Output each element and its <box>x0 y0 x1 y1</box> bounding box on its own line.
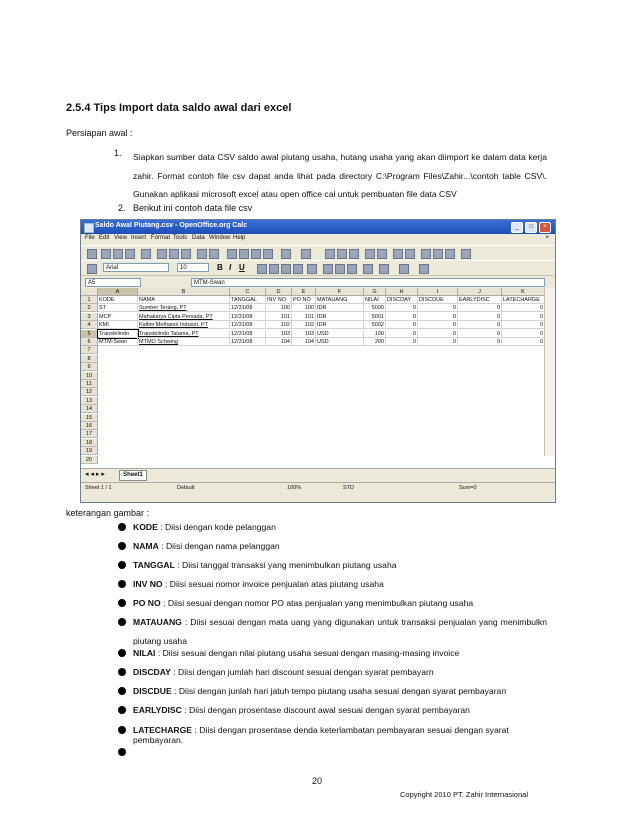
sheet-cell[interactable]: NILAI <box>364 296 386 304</box>
sheet-cell[interactable]: 0 <box>386 304 418 312</box>
sheet-cell[interactable]: USD <box>316 330 364 338</box>
sheet-cell[interactable]: 0 <box>418 338 458 346</box>
sheet-tab-sheet1[interactable]: Sheet1 <box>119 470 147 481</box>
sheet-cell[interactable]: 5002 <box>364 321 386 329</box>
sheet-cell[interactable]: KMI <box>98 321 138 329</box>
sort-desc-icon[interactable] <box>349 249 359 259</box>
note-desc: : Diisi sesuai dengan mata uang yang digunakan untuk transaksi penjualan yang menimbulkn piutang usaha <box>133 617 547 646</box>
sheet-cell[interactable]: KODE <box>98 296 138 304</box>
pdf-icon[interactable] <box>157 249 167 259</box>
row-header[interactable]: 6 <box>81 338 98 346</box>
help-icon[interactable] <box>461 249 471 259</box>
note-item <box>133 648 547 658</box>
row-header[interactable]: 15 <box>81 414 98 422</box>
sheet-cell[interactable]: 12/31/08 <box>230 338 266 346</box>
sheet-cell[interactable]: 12/31/08 <box>230 330 266 338</box>
name-box[interactable]: A5 <box>85 278 141 287</box>
pivot-icon[interactable] <box>377 249 387 259</box>
navigator-icon[interactable] <box>405 249 415 259</box>
sheet-cell[interactable]: 0 <box>458 321 502 329</box>
sheet-cell[interactable]: TANGGAL <box>230 296 266 304</box>
status-mode[interactable]: STD <box>343 485 354 491</box>
datasource-icon[interactable] <box>433 249 443 259</box>
window-title: Saldo Awal Piutang.csv - OpenOffice.org Calc <box>95 222 248 229</box>
font-name-box[interactable]: Arial <box>103 263 169 272</box>
note-desc: : Diisi sesuai dengan nilai piutang usaha sesuai dengan masing-masing invoice <box>155 648 460 658</box>
bold-icon[interactable]: B <box>217 263 223 272</box>
maximize-icon[interactable]: □ <box>525 222 537 233</box>
bullet-icon <box>118 599 126 607</box>
vertical-scrollbar[interactable] <box>544 288 555 456</box>
cut-icon[interactable] <box>227 249 237 259</box>
menu-bar <box>81 234 555 244</box>
background-color-icon[interactable] <box>399 264 409 274</box>
sheet-cell[interactable]: 5000 <box>364 304 386 312</box>
font-color-icon[interactable] <box>419 264 429 274</box>
currency-icon[interactable] <box>323 264 333 274</box>
select-all-corner[interactable] <box>81 288 98 296</box>
step-1-text: Siapkan sumber data CSV saldo awal piutang usaha, hutang usaha yang akan diimport ke dalam data kerja zahir. Format contoh file csv dapat anda lihat pada directory C:\Program Files\Zahir...\contoh table CSV\. Gunakan aplikasi microsoft excel atau open office cal untuk pembuatan file data CSV <box>133 152 547 199</box>
sheet-cell[interactable]: 12/31/08 <box>230 321 266 329</box>
row-header[interactable]: 9 <box>81 363 98 371</box>
note-term: PO NO <box>133 598 161 608</box>
justify-icon[interactable] <box>293 264 303 274</box>
sheet-cell[interactable]: Mahakarya Cipta Persada, PT <box>138 313 230 321</box>
col-header-c[interactable]: C <box>230 288 266 296</box>
sheet-cell[interactable]: 0 <box>386 313 418 321</box>
sheet-cell[interactable]: LATECHARGE <box>502 296 545 304</box>
row-header[interactable]: 13 <box>81 397 98 405</box>
row-header[interactable]: 19 <box>81 447 98 455</box>
note-desc: : Diisi sesuai dengan nomor PO atas penjualan yang menimbulkan piutang usaha <box>160 598 474 608</box>
note-term: TANGGAL <box>133 560 175 570</box>
bullet-icon <box>118 542 126 550</box>
zoom-icon[interactable] <box>445 249 455 259</box>
preview-icon[interactable] <box>181 249 191 259</box>
menu-format[interactable]: Format <box>151 235 171 241</box>
sheet-cell[interactable]: 0 <box>458 338 502 346</box>
col-header-a[interactable]: A <box>98 288 138 296</box>
sheet-cell[interactable]: 100 <box>364 330 386 338</box>
note-desc: : Diisi sesuai nomor invoice penjualan atas piutang usaha <box>162 579 384 589</box>
gallery-icon[interactable] <box>421 249 431 259</box>
sheet-cell[interactable]: 102 <box>292 321 316 329</box>
find-icon[interactable] <box>393 249 403 259</box>
row-header[interactable]: 11 <box>81 380 98 388</box>
sheet-cell[interactable]: USD <box>316 338 364 346</box>
sheet-cell[interactable]: 0 <box>418 313 458 321</box>
spellcheck-icon[interactable] <box>197 249 207 259</box>
sheet-cell[interactable]: INV NO <box>266 296 292 304</box>
sheet-cell[interactable]: 5001 <box>364 313 386 321</box>
borders-icon[interactable] <box>379 264 389 274</box>
email-icon[interactable] <box>125 249 135 259</box>
row-header[interactable]: 12 <box>81 388 98 396</box>
sheet-cell[interactable]: 101 <box>292 313 316 321</box>
redo-icon[interactable] <box>301 249 311 259</box>
note-item <box>133 522 547 532</box>
font-size-box[interactable]: 10 <box>177 263 209 272</box>
document-close-icon[interactable]: × <box>545 235 549 241</box>
bullet-icon <box>118 706 126 714</box>
underline-icon[interactable]: U <box>239 263 245 272</box>
note-term: KODE <box>133 522 158 532</box>
sheet-cell[interactable]: 0 <box>502 330 545 338</box>
sheet-cell[interactable]: 104 <box>292 338 316 346</box>
page-number: 20 <box>312 776 323 786</box>
sheet-cell[interactable]: 0 <box>386 330 418 338</box>
sheet-cell[interactable]: 100 <box>292 304 316 312</box>
bullet-icon <box>118 649 126 657</box>
sheet-cell[interactable]: 0 <box>418 304 458 312</box>
undo-icon[interactable] <box>281 249 291 259</box>
sheet-cell[interactable]: Transtelindo Tatama, PT <box>138 330 230 338</box>
row-header[interactable]: 4 <box>81 321 98 329</box>
autospell-icon[interactable] <box>209 249 219 259</box>
col-header-e[interactable]: E <box>292 288 316 296</box>
bullet-icon <box>118 687 126 695</box>
row-header[interactable]: 20 <box>81 456 98 464</box>
indent-icon[interactable] <box>363 264 373 274</box>
menu-edit[interactable]: Edit <box>99 235 110 241</box>
row-header[interactable]: 1 <box>81 296 98 304</box>
intro-text: Persiapan awal : <box>66 128 133 138</box>
spreadsheet-screenshot <box>80 219 556 503</box>
sheet-tab-bar <box>81 468 555 481</box>
note-term: MATAUANG <box>133 617 182 627</box>
note-item <box>133 598 547 608</box>
menu-data[interactable]: Data <box>192 235 205 241</box>
bullet-icon <box>118 580 126 588</box>
sheet-cell[interactable]: 0 <box>458 330 502 338</box>
sheet-cell[interactable]: 0 <box>458 313 502 321</box>
save-icon[interactable] <box>113 249 123 259</box>
bullet-icon <box>118 668 126 676</box>
col-header-j[interactable]: J <box>458 288 502 296</box>
col-header-f[interactable]: F <box>316 288 364 296</box>
row-header[interactable]: 5 <box>81 330 98 338</box>
merge-icon[interactable] <box>307 264 317 274</box>
chart-icon[interactable] <box>365 249 375 259</box>
decimal-icon[interactable] <box>347 264 357 274</box>
sheet-cell[interactable]: PO NO <box>292 296 316 304</box>
col-header-h[interactable]: H <box>386 288 418 296</box>
row-header[interactable]: 7 <box>81 346 98 354</box>
note-term: DISCDAY <box>133 667 171 677</box>
row-header[interactable]: 16 <box>81 422 98 430</box>
sheet-cell[interactable]: 0 <box>418 321 458 329</box>
sheet-cell[interactable]: DISCDUE <box>418 296 458 304</box>
sheet-cell[interactable]: MTMO Schwing <box>138 338 230 346</box>
empty-bullet-icon <box>118 748 126 756</box>
note-term: LATECHARGE <box>133 725 193 735</box>
sheet-cell[interactable]: 0 <box>502 313 545 321</box>
sheet-cell[interactable]: 0 <box>458 304 502 312</box>
menu-insert[interactable]: Insert <box>131 235 147 241</box>
col-header-k[interactable]: K <box>502 288 545 296</box>
sheet-cell[interactable]: 0 <box>386 338 418 346</box>
sheet-cell[interactable]: 0 <box>502 338 545 346</box>
sheet-cell[interactable]: MTM-Swan <box>98 338 138 346</box>
sheet-cell[interactable]: 0 <box>502 321 545 329</box>
copy-icon[interactable] <box>239 249 249 259</box>
calc-app-icon <box>84 223 94 233</box>
note-item <box>133 705 547 715</box>
note-desc: : Diisi dengan prosentase discount awal sesuai dengan syarat pembayaran <box>181 705 470 715</box>
note-desc: : Diisi dengan kode pelanggan <box>157 522 276 532</box>
sheet-cell[interactable]: EARLYDISC <box>458 296 502 304</box>
menu-window[interactable]: Window <box>209 235 231 241</box>
menu-file[interactable]: File <box>85 235 95 241</box>
print-icon[interactable] <box>169 249 179 259</box>
sheet-cell[interactable]: IDR <box>316 321 364 329</box>
sheet-cell[interactable]: 0 <box>386 321 418 329</box>
edit-file-icon[interactable] <box>141 249 151 259</box>
formatting-toolbar <box>81 260 555 276</box>
sheet-cell[interactable]: 200 <box>364 338 386 346</box>
sheet-cell[interactable]: NAMA <box>138 296 230 304</box>
align-left-icon[interactable] <box>257 264 267 274</box>
percent-icon[interactable] <box>335 264 345 274</box>
col-header-d[interactable]: D <box>266 288 292 296</box>
styles-icon[interactable] <box>87 264 97 274</box>
menu-tools[interactable]: Tools <box>173 235 188 241</box>
note-term: NAMA <box>133 541 159 551</box>
note-term: EARLYDISC <box>133 705 182 715</box>
sheet-cell[interactable]: 103 <box>292 330 316 338</box>
sheet-cell[interactable]: 103 <box>266 330 292 338</box>
note-item <box>133 725 547 745</box>
sheet-cell[interactable]: MCP <box>98 313 138 321</box>
sheet-cell[interactable]: 102 <box>266 321 292 329</box>
new-icon[interactable] <box>87 249 97 259</box>
col-header-g[interactable]: G <box>364 288 386 296</box>
note-item <box>133 667 547 677</box>
note-item <box>133 541 547 551</box>
sheet-cell[interactable]: 12/31/08 <box>230 304 266 312</box>
sheet-cell[interactable]: ST <box>98 304 138 312</box>
status-style: Default <box>177 485 195 491</box>
status-sheet: Sheet 1 / 1 <box>85 485 112 491</box>
note-desc: : Diisi tanggal transaksi yang menimbulkan piutang usaha <box>174 560 397 570</box>
align-right-icon[interactable] <box>281 264 291 274</box>
note-desc: : Diisi dengan prosentase denda keterlambatan pembayaran sesuai dengan syarat pembayaran. <box>133 725 509 745</box>
tab-nav-icon[interactable]: ◂ ◂ ▸ ▸ <box>85 471 105 478</box>
sheet-grid[interactable] <box>81 288 555 468</box>
sheet-cell[interactable]: MATAUANG <box>316 296 364 304</box>
note-term: DISCDUE <box>133 686 172 696</box>
col-header-b[interactable]: B <box>138 288 230 296</box>
align-center-icon[interactable] <box>269 264 279 274</box>
note-term: NILAI <box>133 648 156 658</box>
sort-asc-icon[interactable] <box>337 249 347 259</box>
italic-icon[interactable]: I <box>229 263 232 272</box>
note-term: INV NO <box>133 579 163 589</box>
copyright: Copyright 2010 PT. Zahir Internasional <box>400 790 528 799</box>
col-header-i[interactable]: I <box>418 288 458 296</box>
window-titlebar <box>81 220 555 234</box>
note-desc: : Diisi dengan junlah hari jatuh tempo piutang usaha sesuai dengan syarat pembayaran <box>171 686 507 696</box>
row-header[interactable]: 3 <box>81 313 98 321</box>
notes-title: keterangan gambar : <box>66 508 150 518</box>
row-header[interactable]: 17 <box>81 430 98 438</box>
sheet-cell[interactable]: 101 <box>266 313 292 321</box>
bullet-icon <box>118 726 126 734</box>
bullet-icon <box>118 523 126 531</box>
step-1-number: 1. <box>114 148 122 158</box>
note-desc: : Diisi dengan nama pelanggan <box>158 541 280 551</box>
sheet-cell[interactable]: 104 <box>266 338 292 346</box>
note-item <box>133 579 547 589</box>
menu-view[interactable]: View <box>114 235 127 241</box>
note-item <box>133 686 547 696</box>
row-header[interactable]: 14 <box>81 405 98 413</box>
hyperlink-icon[interactable] <box>325 249 335 259</box>
status-bar <box>81 482 555 495</box>
sheet-cell[interactable]: Kaltim Methanol Industri, PT <box>138 321 230 329</box>
paste-icon[interactable] <box>251 249 261 259</box>
formula-input[interactable]: MTM-Swan <box>191 278 545 287</box>
status-zoom[interactable]: 100% <box>287 485 302 491</box>
sheet-cell[interactable]: Sumber Terang, PT <box>138 304 230 312</box>
close-icon[interactable]: × <box>539 222 551 233</box>
sheet-cell[interactable]: Transtelindo <box>98 330 138 338</box>
row-header[interactable]: 18 <box>81 439 98 447</box>
sheet-cell[interactable]: IDR <box>316 304 364 312</box>
minimize-icon[interactable]: _ <box>511 222 523 233</box>
sheet-cell[interactable]: 100 <box>266 304 292 312</box>
sheet-cell[interactable]: 0 <box>502 304 545 312</box>
section-heading: 2.5.4 Tips Import data saldo awal dari excel <box>66 102 292 114</box>
bullet-icon <box>118 561 126 569</box>
standard-toolbar <box>81 245 555 261</box>
sheet-cell[interactable]: 12/31/08 <box>230 313 266 321</box>
bullet-icon <box>118 618 126 626</box>
row-header[interactable]: 10 <box>81 372 98 380</box>
note-desc: : Diisi dengan jumlah hari discount sesuai dengan syarat pembayarn <box>170 667 434 677</box>
row-header[interactable]: 8 <box>81 355 98 363</box>
sheet-cell[interactable]: DISCDAY <box>386 296 418 304</box>
step-2-text: 2. Berikut ini contoh data file csv <box>118 203 253 213</box>
open-icon[interactable] <box>101 249 111 259</box>
status-sum: Sum=0 <box>459 485 477 491</box>
note-item <box>133 560 547 570</box>
note-item <box>133 613 547 651</box>
format-paint-icon[interactable] <box>263 249 273 259</box>
sheet-cell[interactable]: IDR <box>316 313 364 321</box>
row-header[interactable]: 2 <box>81 304 98 312</box>
sheet-cell[interactable]: 0 <box>418 330 458 338</box>
menu-help[interactable]: Help <box>233 235 246 241</box>
